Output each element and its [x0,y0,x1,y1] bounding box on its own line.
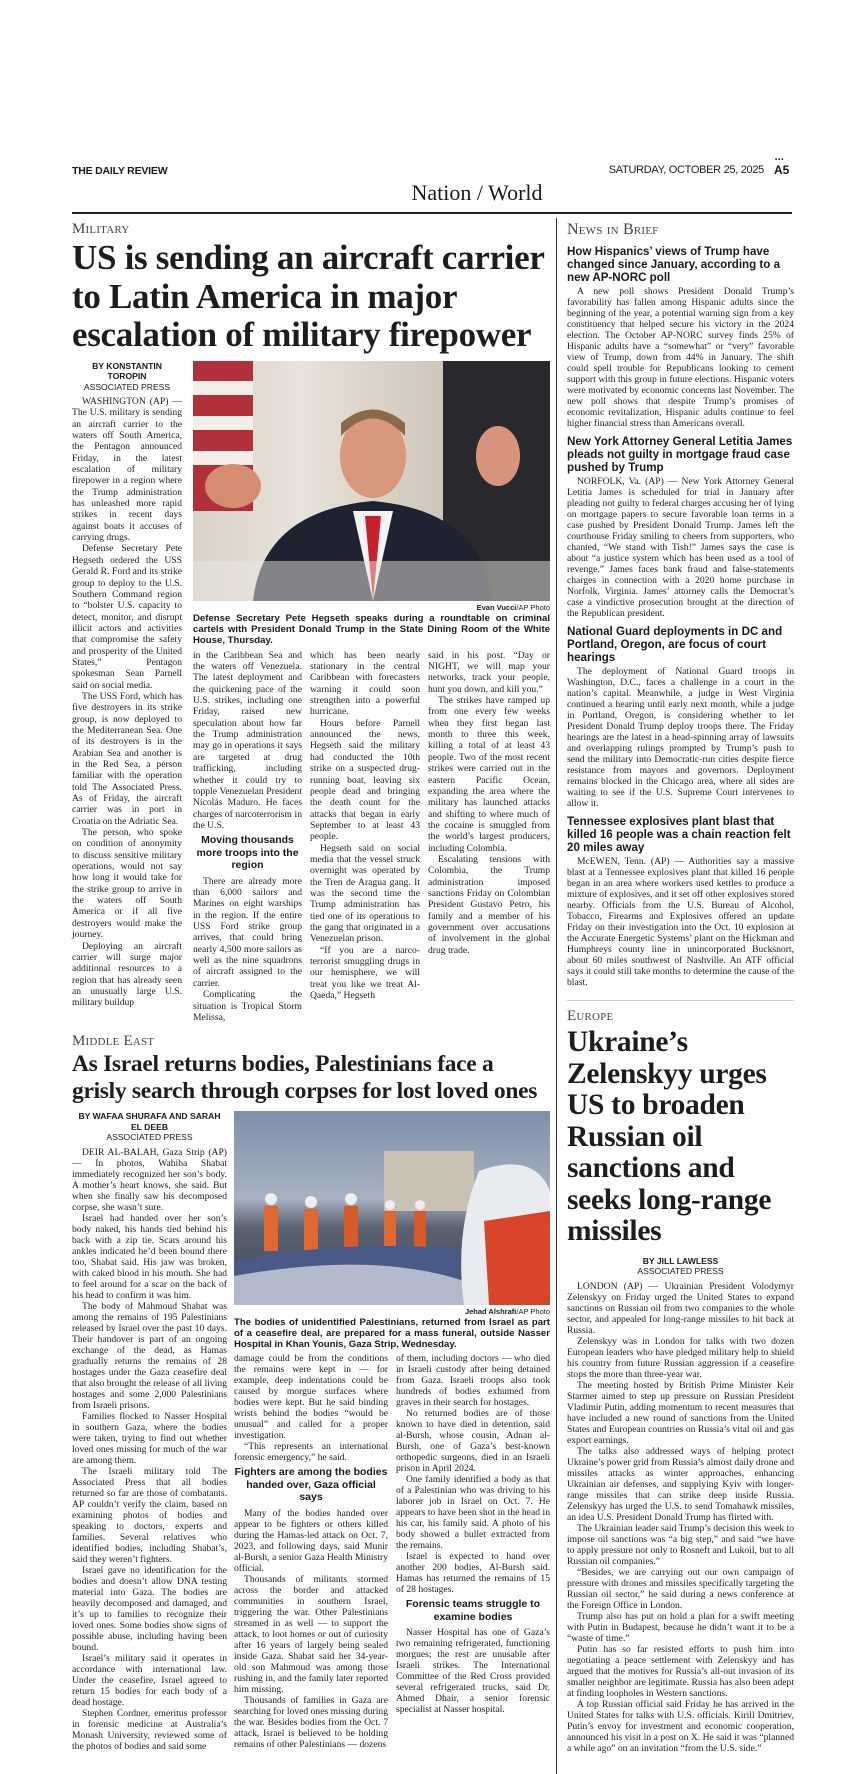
military-photo-caption: Defense Secretary Pete Hegseth speaks during a roundtable on criminal cartels with President Donald Trump in the State Dining Room of the White House, Thursday. [193,612,550,647]
paragraph: The strikes have ramped up from one every few weeks when they first began last month to three this week, killing a total of at least 43 people. Two of the most recent strikes were carried out in the eastern Pacific Ocean, expanding the area where the military has launched attacks and shifting to where much of the cocaine is smuggled from the world’s largest producers, including Colombia. [428,695,550,854]
brief-item: National Guard deployments in DC and Portland, Oregon, are focus of court hearings The deployment of National Guard troops in Washington, D.C., faces a challenge in a court in the nation’s capital. Meanwhile, a judge in West Virginia continued a hearing until early next month, while a judge in Portland, Oregon, is considering whether to let President Donald Trump deploy troops there. The Friday hearings are the latest in a head-spinning array of lawsuits and overlapping rulings prompted by Trump’s push to send the military into Democratic-run cities despite fierce resistance from mayors and governors. Deployment remains blocked in the Chicago area, where all sides are waiting to see if the U.S. Supreme Court intervenes to allow it. [567,625,794,809]
paragraph: said in his post. “Day or NIGHT, we will map your networks, track your people, hunt you down, and kill you.” [428,649,550,695]
paragraph: Complicating the situation is Tropical Storm Melissa, [193,989,302,1023]
paragraph: Thousands of families in Gaza are searching for loved ones missing during the war. Besides bodies from the Oct. 7 attack, Israel is believed to be holding remains of other Palestinians — dozens [234,1694,388,1750]
page-number: ••• A5 [774,157,790,177]
paragraph: A top Russian official said Friday he has arrived in the United States for talks with U.S. officials. Kirill Dmitriev, Putin’s envoy for investment and economic cooperation, announced his visit in a post on X. He said it was “planned a while ago” on an invitation “from the U.S. side.” [567,1698,794,1754]
gaza-photo-illustration [234,1111,550,1305]
paragraph: Families flocked to Nasser Hospital in southern Gaza, where the bodies were taken, trying to find out whether loved ones missing for much of the war are among them. [72,1410,227,1466]
mideast-headline: As Israel returns bodies, Palestinians face a grisly search through corpses for lost loved ones [72,1051,538,1105]
europe-byline: BY JILL LAWLESS ASSOCIATED PRESS [637,1255,724,1276]
issue-date: SATURDAY, OCTOBER 25, 2025 [608,164,764,176]
paragraph: The meeting hosted by British Prime Minister Keir Starmer aimed to step up pressure on Russian President Vladimir Putin, adding momentum to recent measures that have included a new round of sanctions from the United States and European countries on Russia’s vital oil and gas export earnings. [567,1379,794,1446]
paragraph: Trump also has put on hold a plan for a swift meeting with Putin in Budapest, because he didn’t want it to be a “waste of time.” [567,1610,794,1644]
paragraph: Escalating tensions with Colombia, the Trump administration imposed sanctions Friday on Colombian President Gustavo Petro, his family and a member of his government over accusations of involvement in the global drug trade. [428,853,550,956]
paragraph: One family identified a body as that of a Palestinian who was driving to his laborer job in Israel on Oct. 7. He appears to have been shot in the head in his car, his family said. A photo of his body showed a bullet extracted from the remains. [396,1474,550,1552]
newspaper-name: THE DAILY REVIEW [72,165,168,177]
mideast-story [72,1033,550,1772]
subhead: Moving thousands more troops into the region [196,834,299,872]
brief-item: Tennessee explosives plant blast that killed 16 people was a chain reaction felt 20 miles away McEWEN, Tenn. (AP) — Authorities say a massive blast at a Tennessee explosives plant that killed 16 people began in an area where workers used kettles to produce a mixture of explosives, and it set off other explosives stored nearby. Officials from the U.S. Bureau of Alcohol, Tobacco, Firearms and Explosives offered an update Friday on their investigation into the Oct. 10 explosion at the Accurate Energetic Systems’ plant on the Hickman and Humphreys county line in unincorporated Bucksnort, about 60 miles southwest of Nashville. An ATF official says it could still take months to determine the cause of the blast. [567,815,794,988]
mideast-column-3 [396,1353,550,1715]
subhead: Fighters are among the bodies handed over, Gaza official says [234,1466,388,1504]
brief-item: How Hispanics’ views of Trump have changed since January, according to a new AP-NORC poll A new poll shows President Donald Trump’s favorability has fallen among Hispanic adults since the beginning of the year, a potential warning sign from a key constituency that helped secure his victory in the 2024 election. The October AP-NORC survey finds 25% of Hispanic adults have a “somewhat” or “very” favorable view of Trump, down from 44% in January. The shift could spell trouble for Republicans looking to cement support with this group in future elections. Hispanic voters were motivated by economic concerns last November. The new poll shows that despite Trump’s promises of economic revitalization, Hispanic adults continue to feel higher financial stress than Americans overall. [567,245,794,429]
paragraph: Israel gave no identification for the bodies and doesn’t allow DNA testing material into Gaza. The bodies are heavily decomposed and damaged, and it’s up to families to recognize their loved ones. Some bodies show signs of possible abuse, including having been bound. [72,1564,227,1653]
military-story [72,221,550,1023]
paragraph: which has been nearly stationary in the central Caribbean with forecasters warning it could soon strengthen into a powerful hurricane. [310,649,420,718]
header-rule [72,212,792,214]
paragraph: Putin has so far resisted efforts to push him into negotiating a peace settlement with Zelenskyy and has argued that the motives for Russia’s all-out invasion of its smaller neighbor are legitimate. Russia has also been adept at finding loopholes in Western sanctions. [567,1643,794,1699]
military-column-4 [428,650,550,956]
mideast-photo-credit: Jehad Alshrafi/AP Photo [464,1307,550,1317]
europe-story [567,1000,794,1754]
mideast-column-2 [234,1353,388,1750]
paragraph: Defense Secretary Pete Hegseth ordered the USS Gerald R. Ford and its strike group to deploy to the U.S. Southern Command region to “bolster U.S. capacity to detect, monitor, and disrupt illicit actors and activities that compromise the safety and prosperity of the United States,” Pentagon spokesman Sean Parnell said on social media. [72,543,182,691]
mideast-column-1 [72,1147,227,1752]
subhead: Forensic teams struggle to examine bodies [405,1598,541,1623]
mideast-byline: BY WAFAA SHURAFA AND SARAH EL DEEB ASSOCIATED PRESS [78,1111,221,1143]
military-headline: US is sending an aircraft carrier to Latin America in major escalation of military firepower [72,238,544,354]
paragraph: “Besides, we are carrying out our own campaign of pressure with drones and missiles specifically targeting the Russian oil sector,” he said during a news conference at the Foreign Office in London. [567,1566,794,1611]
section-title: Nation / World [411,180,543,205]
paragraph: Hours before Parnell announced the news, Hegseth said the military had conducted the 10th strike on a suspected drug-running boat, leaving six people dead and bringing the death count for the attacks that began in early September to at least 43 people. [310,717,420,843]
europe-body [567,1281,794,1754]
paragraph: There are already more than 6,000 sailors and Marines on eight warships in the region. If the entire USS Ford strike group arrives, that could bring nearly 4,500 more sailors as well as the nine squadrons of aircraft assigned to the carrier. [193,875,302,989]
paragraph: WASHINGTON (AP) — The U.S. military is sending an aircraft carrier to the waters off South America, the Pentagon announced Friday, in the latest escalation of military firepower in a region where the Trump administration has unleashed more rapid strikes in recent days against boats it accuses of carrying drugs. [72,396,182,544]
paragraph: Stephen Cordner, emeritus professor in forensic medicine at Australia’s Monash University, reviewed some of the photos of bodies and said some [72,1707,227,1752]
news-in-brief [567,221,794,988]
paragraph: Zelenskyy was in London for talks with two dozen European leaders who have pledged military help to shield his country from future Russian aggression if a ceasefire stops the more than three-year war. [567,1335,794,1380]
paragraph: Deploying an aircraft carrier will surge major additional resources to a region that has already seen an unusually large U.S. military buildup [72,940,182,1009]
paragraph: The talks also addressed ways of helping protect Ukraine’s power grid from Russia’s almost daily drone and missiles attacks as winter approaches, enhancing Ukrainian air defenses, and supplying Kyiv with longer-range missiles that can strike deep inside Russia. Zelenskyy has urged the U.S. to send Tomahawk missiles, an idea U.S. President Donald Trump has flirted with. [567,1445,795,1523]
paragraph: LONDON (AP) — Ukrainian President Volodymyr Zelenskyy on Friday urged the United States to expand sanctions on Russian oil from two companies to the whole sector, and appealed for long-range missiles to hit back at Russia. [567,1280,794,1336]
paragraph: No returned bodies are of those known to have died in detention, said al-Bursh, whose cousin, Adnan al-Bursh, one of Gaza’s best-known orthopedic surgeons, died in an Israeli prison in April 2024. [396,1408,550,1475]
page-dots-icon: ••• [775,157,785,163]
mideast-kicker: Middle East [72,1033,155,1050]
paragraph: Israel is expected to hand over another 200 bodies, Al-Bursh said. Hamas has returned the remains of 15 of 28 hostages. [396,1551,550,1596]
military-column-1 [72,396,182,1009]
military-photo-credit: Evan Vucci/AP Photo [476,602,550,612]
hegseth-photo-illustration [193,361,550,601]
paragraph: The body of Mahmoud Shabat was among the remains of 195 Palestinians released by Israel over the past 10 days. Their handover is part of an ongoing exchange of the dead, as Hamas gradually returns the remains of 28 hostages under the Gaza ceasefire deal that also brought the release of all living hostages and some 2,000 Palestinians from Israeli prisons. [72,1300,227,1411]
paragraph: Many of the bodies handed over appear to be fighters or others killed during the Hamas-led attack on Oct. 7, 2023, and following days, said Munir al-Bursh, a senior Gaza Health Ministry official. [234,1507,388,1574]
paragraph: “If you are a narco-terrorist smuggling drugs in our hemisphere, we will treat you like we treat Al-Qaeda,” Hegseth [310,944,420,1002]
paragraph: The Ukrainian leader said Trump’s decision this week to impose oil sanctions was “a big step,” and said “we have to apply pressure not only to Rosneft and Lukoil, but to all Russian oil companies.” [567,1522,794,1567]
paragraph: Israel had handed over her son’s body naked, his hands tied behind his back with a zip tie. Scars around his ankles indicated he’d been bound there too, Shabat said. His jaw was broken, with caked blood in his mouth. She had to feel around for a scar on the back of his head to confirm it was him. [72,1212,227,1301]
paragraph: of them, including doctors — who died in Israeli custody after being detained from Gaza. Israeli troops also took hundreds of bodies exhumed from graves in their search for hostages. [396,1353,550,1409]
briefs-kicker: News in Brief [567,221,659,238]
europe-kicker: Europe [567,1008,614,1024]
main-column [72,218,550,1772]
military-column-2 [193,650,302,1023]
military-column-3 [310,650,420,1002]
paragraph: The Israeli military told The Associated Press that all bodies returned so far are those of combatants. AP couldn’t verify the claim, based on examining photos of bodies and speaking to doctors, experts and families. Several relatives who identified bodies, including Shabat’s, said they weren’t fighters. [72,1465,227,1565]
paragraph: Israel’s military said it operates in accordance with international law. Under the ceasefire, Israel agreed to return 15 bodies for each body of a dead hostage. [72,1652,227,1708]
brief-item: New York Attorney General Letitia James pleads not guilty in mortgage fraud case pushed by Trump NORFOLK, Va. (AP) — New York Attorney General Letitia James is scheduled for trial in January after pleading not guilty to federal charges accusing her of lying on mortgage papers to secure favorable loan terms in a case pushed by President Donald Trump. James left the courthouse Friday smiling to cheers from supporters, who chanted, “We stand with Tish!” James says the case is about “a justice system which has been used as a tool of revenge.” James faces bank fraud and false-statements charges in connection with a 2020 home purchase in Norfolk, Virginia. James’ attorney calls the Democrat’s case a vindictive prosecution brought at the direction of the Republican president. [567,435,794,619]
photo-hegseth [193,361,550,601]
paragraph: Hegseth said on social media that the vessel struck overnight was operated by the Tren de Aragua gang. It was the second time the Trump administration has tied one of its operations to the gang that originated in a Venezuelan prison. [310,842,420,945]
military-byline: BY KONSTANTIN TOROPIN ASSOCIATED PRESS [83,360,171,392]
paragraph: in the Caribbean Sea and the waters off Venezuela. The latest deployment and the quickening pace of the U.S. strikes, including one Friday, raised new speculation about how far the Trump administration may go in operations it says are targeted at drug trafficking, including whether it could try to topple Venezuelan President Nicolás Maduro. He faces charges of narcoterrorism in the U.S. [193,649,302,831]
right-column [556,218,794,1774]
paragraph: DEIR AL-BALAH, Gaza Strip (AP) — In photos, Wahiba Shabat immediately recognized her son’s body. A mother’s heart knows, she said. But when she finally saw his decomposed corpse, she wasn’t sure. [72,1146,227,1213]
paragraph: “This represents an international forensic emergency,” he said. [234,1441,388,1464]
paragraph: The USS Ford, which has five destroyers in its strike group, is now deployed to the Mediterranean Sea. One of its destroyers is in the Arabian Sea and another is in the Red Sea, a person familiar with the operation told The Associated Press. As of Friday, the aircraft carrier was in port in Croatia on the Adriatic Sea. [72,690,182,827]
mideast-photo-caption: The bodies of unidentified Palestinians, returned from Israel as part of a ceasefire deal, are prepared for a mass funeral, outside Nasser Hospital in Khan Younis, Gaza Strip, Wednesday. [234,1317,550,1351]
photo-gaza-funeral [234,1111,550,1305]
paragraph: damage could be from the conditions the remains were kept in — for example, deep indentations could be caused by morgue surfaces where bodies were kept. But he said binding wrists behind the bodies “would be unusual” and called for a proper investigation. [234,1353,388,1442]
europe-headline: Ukraine’s Zelenskyy urges US to broaden Russian oil sanctions and seeks long-range missiles [567,1026,772,1247]
paragraph: The person, who spoke on condition of anonymity to discuss sensitive military operations, would not say how long it would take for the strike group to arrive in the waters off South America or if all five destroyers would make the journey. [72,827,182,941]
paragraph: Nasser Hospital has one of Gaza’s two remaining refrigerated, functioning morgues; the rest are unusable after Israeli strikes. The International Committee of the Red Cross provided several refrigerated trucks, said Dr. Ahmed Dhair, a senior forensic specialist at Nasser hospital. [396,1627,550,1716]
military-kicker: Military [72,221,130,237]
paragraph: Thousands of militants stormed across the border and attacked communities in southern Israel, triggering the war. Other Palestinians streamed in as well — to support the attack, to loot homes or out of curiosity after 16 years of largely being sealed inside Gaza. Shabat said her 34-year-old son Mahmoud was among those rushing in, and the family later reported him missing. [234,1573,388,1695]
